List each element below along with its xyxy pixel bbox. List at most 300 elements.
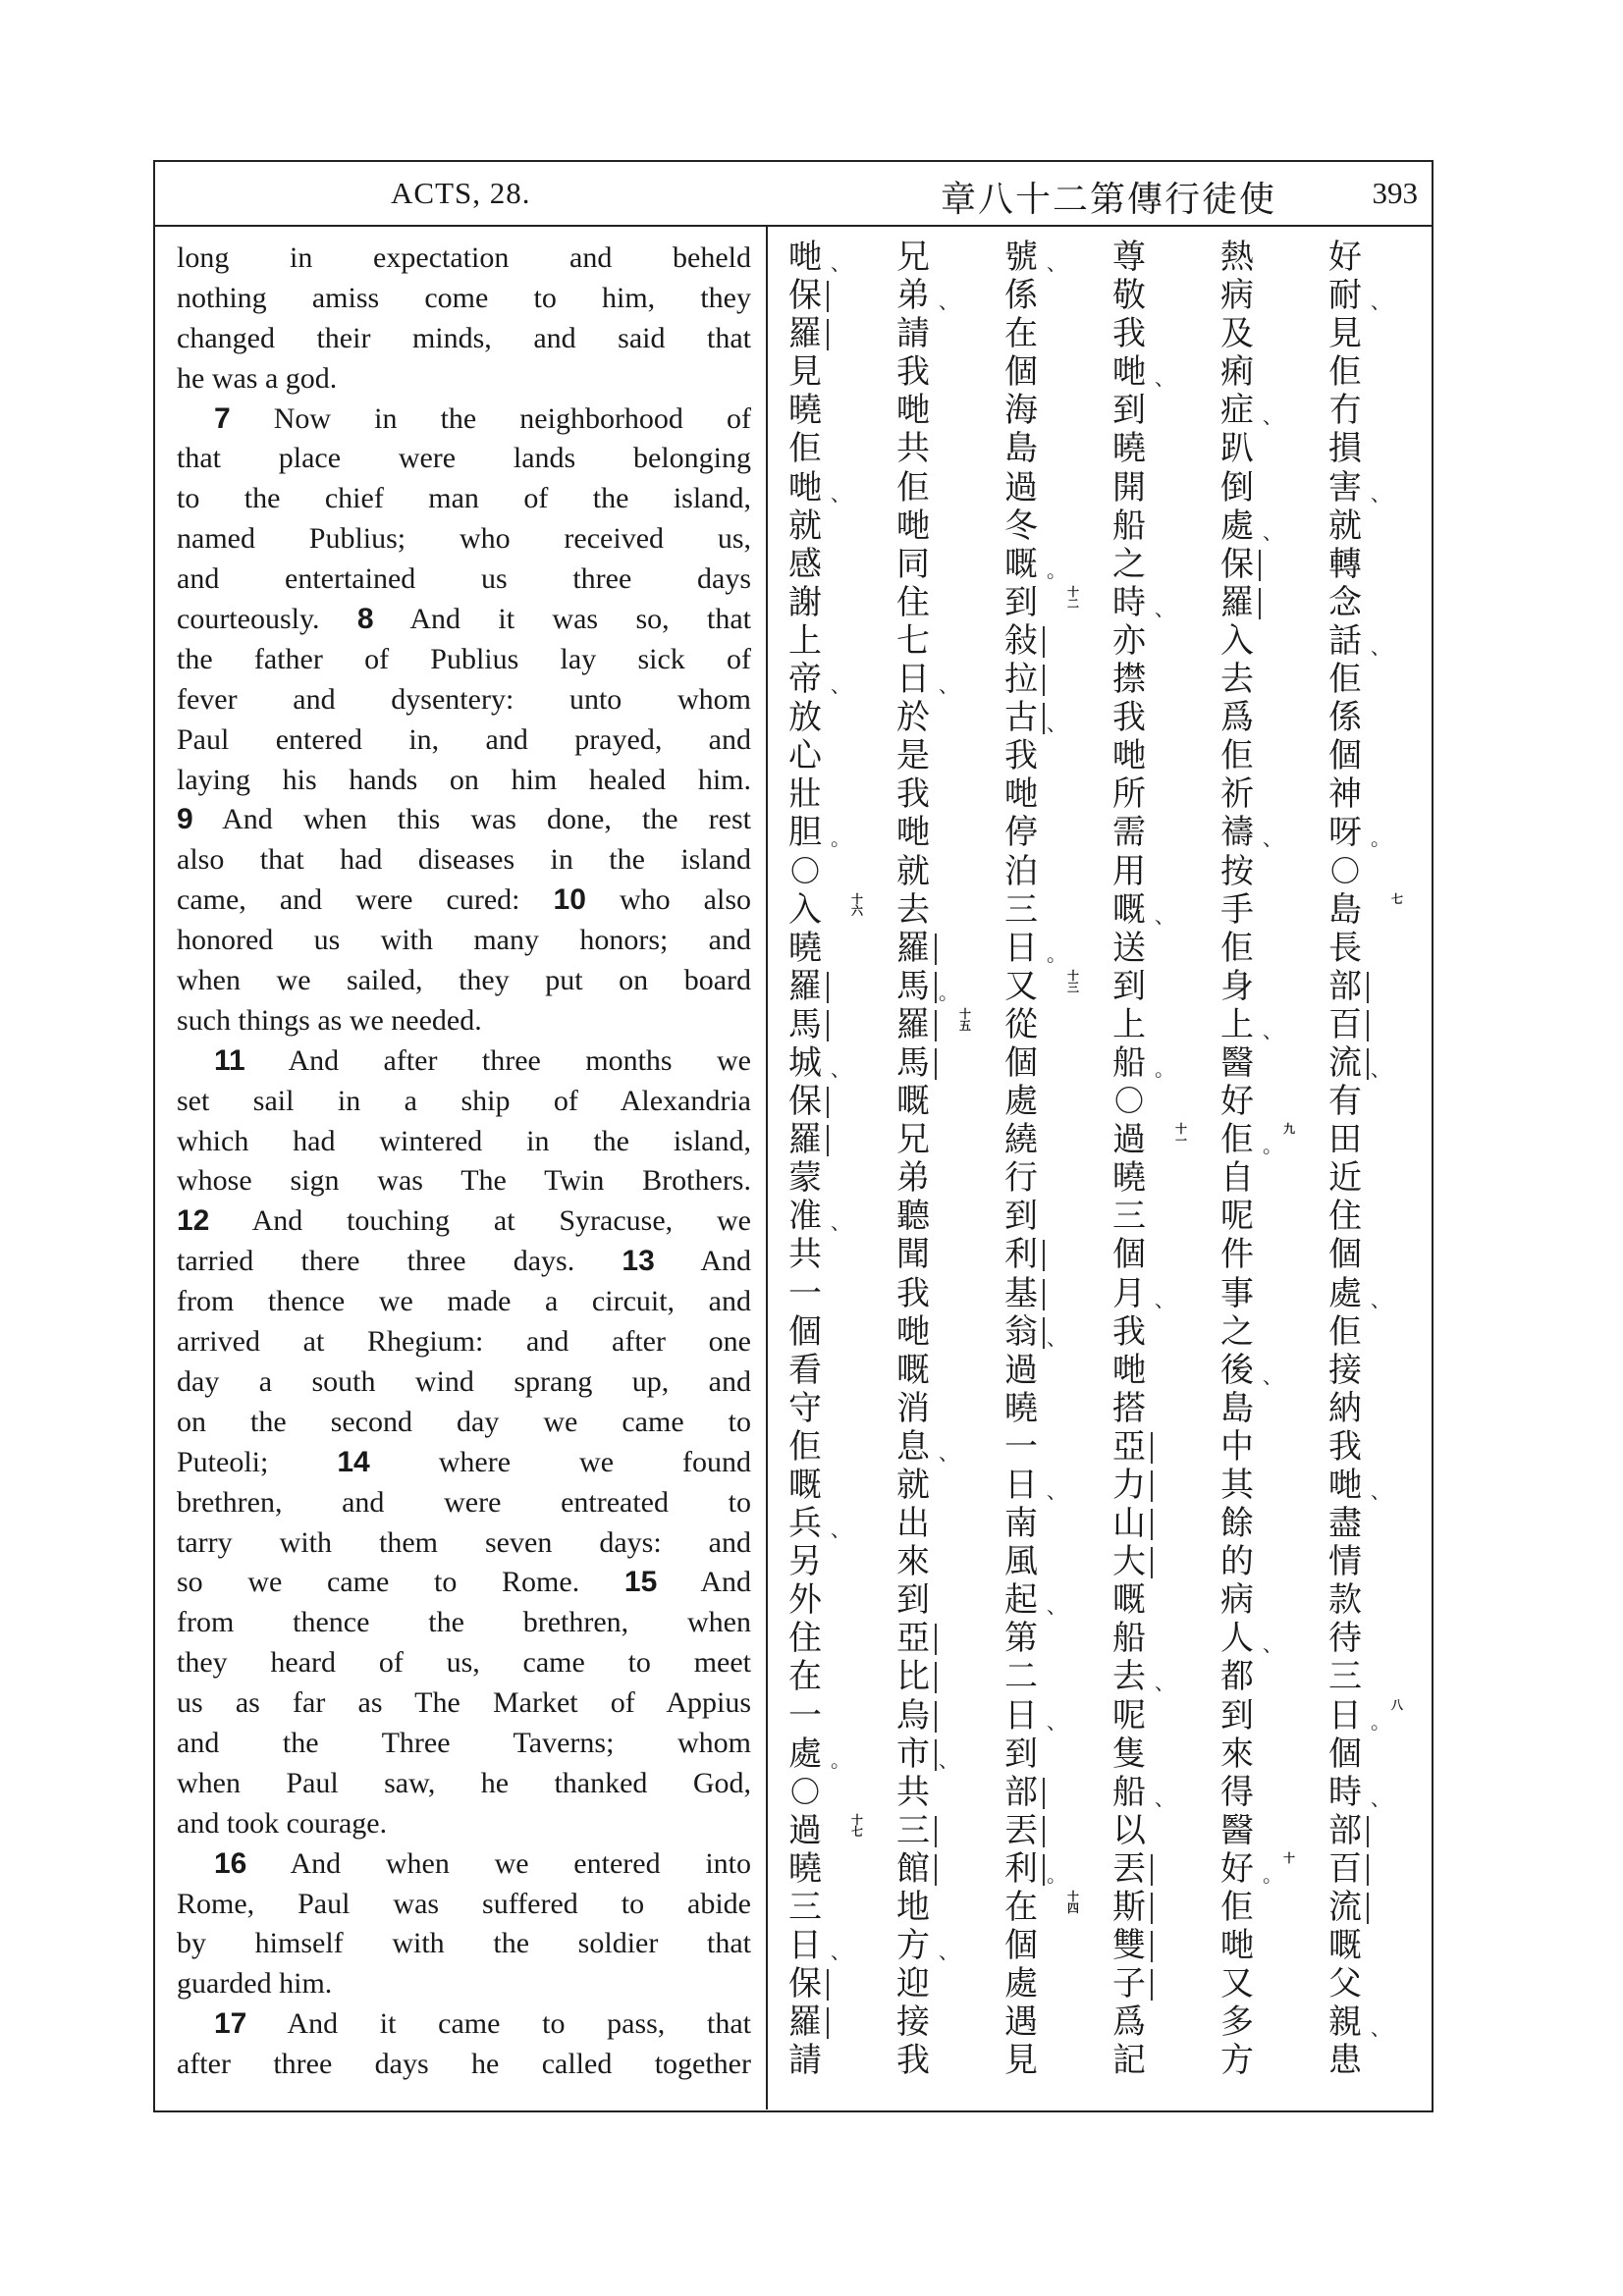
character-glyph: 接 <box>1328 1350 1362 1390</box>
chinese-character <box>1217 1965 1316 2003</box>
chinese-character <box>893 546 992 584</box>
chinese-character <box>893 1313 992 1352</box>
character-glyph: 羅 <box>788 314 822 354</box>
chinese-character <box>1109 1658 1208 1696</box>
character-glyph: 三 <box>788 1888 822 1928</box>
chinese-character <box>1001 1390 1100 1428</box>
line-text: fever and dysentery: unto whom <box>177 682 751 716</box>
character-glyph: 入 <box>1220 620 1254 661</box>
punctuation-mark: 、 <box>939 290 958 314</box>
chinese-character <box>1325 661 1424 699</box>
character-glyph: 過 <box>1004 1350 1038 1390</box>
english-line <box>177 1804 751 1844</box>
english-line <box>177 1001 751 1041</box>
chinese-character <box>893 1083 992 1121</box>
line-text: And it came to pass, that <box>287 2007 751 2041</box>
character-glyph: 隻 <box>1112 1734 1146 1774</box>
character-glyph: 〇 <box>790 1775 820 1810</box>
character-glyph: 就 <box>896 851 930 891</box>
verse-number: 9 <box>177 803 193 836</box>
english-line <box>177 2045 751 2085</box>
chinese-character <box>785 1159 884 1198</box>
character-glyph: 遇 <box>1004 2002 1038 2043</box>
character-glyph: 住 <box>896 582 930 622</box>
character-glyph: 的 <box>1220 1542 1254 1582</box>
chinese-character <box>1325 1159 1424 1198</box>
character-glyph: 島 <box>1220 1388 1254 1428</box>
line-text: And when this was done, the rest <box>222 803 751 836</box>
character-glyph: 哋 <box>896 1311 930 1352</box>
line-text: us as far as The Market of Appius <box>177 1686 751 1720</box>
proper-name-mark <box>827 2007 829 2039</box>
punctuation-mark: 、 <box>939 1940 958 1964</box>
line-text: and entertained us three days <box>177 562 751 596</box>
english-line <box>177 1683 751 1724</box>
character-glyph: 亦 <box>1112 620 1146 661</box>
character-glyph: 號 <box>1004 238 1038 277</box>
chinese-character <box>1325 507 1424 546</box>
character-glyph: 待 <box>1328 1619 1362 1659</box>
chinese-character <box>893 1850 992 1889</box>
chinese-character <box>785 622 884 661</box>
line-text: Now in the neighborhood of <box>273 401 751 435</box>
chinese-character <box>1109 392 1208 430</box>
punctuation-mark: 、 <box>1155 903 1174 928</box>
line-text: such things as we needed. <box>177 1003 482 1037</box>
character-glyph: 盡 <box>1328 1504 1362 1544</box>
character-glyph: 嘅 <box>896 1350 930 1390</box>
proper-name-mark <box>1151 1893 1153 1924</box>
chinese-character <box>1001 1467 1100 1505</box>
character-glyph: 弟 <box>896 1158 930 1199</box>
character-glyph: 時 <box>1112 582 1146 622</box>
line-text: when we sailed, they put on board <box>177 964 751 997</box>
chinese-character <box>1109 775 1208 814</box>
character-glyph: 百 <box>1328 1848 1362 1889</box>
chinese-character <box>1325 968 1424 1006</box>
chinese-character <box>1325 430 1424 468</box>
character-glyph: 去 <box>896 889 930 930</box>
line-text: Paul entered in, and prayed, and <box>177 722 751 756</box>
punctuation-mark: 、 <box>1155 1786 1174 1810</box>
line-text: came, and were cured: <box>177 883 520 917</box>
punctuation-mark: 、 <box>831 1940 850 1964</box>
chinese-character <box>1325 1965 1424 2003</box>
chinese-character <box>1001 1735 1100 1774</box>
character-glyph: 就 <box>788 506 822 546</box>
chinese-character <box>1217 891 1316 930</box>
character-glyph: 七 <box>896 620 930 661</box>
chinese-character <box>1325 891 1424 930</box>
character-glyph: 起 <box>1004 1580 1038 1621</box>
chinese-character <box>893 930 992 968</box>
character-glyph: 日 <box>1004 928 1038 968</box>
chinese-character <box>1109 2003 1208 2042</box>
line-text: the father of Publius lay sick of <box>177 642 751 675</box>
character-glyph: 丟 <box>1112 1848 1146 1889</box>
character-glyph: 入 <box>788 889 822 930</box>
proper-name-mark <box>1259 588 1261 619</box>
proper-name-mark <box>1367 972 1369 1003</box>
character-glyph: 上 <box>1112 1004 1146 1044</box>
chinese-character <box>1325 2003 1424 2042</box>
chinese-character <box>785 430 884 468</box>
character-glyph: 弟 <box>896 276 930 316</box>
chinese-character <box>1325 584 1424 622</box>
chinese-character <box>893 469 992 507</box>
line-text: laying his hands on him healed him. <box>177 763 751 796</box>
chinese-character <box>893 1658 992 1696</box>
character-glyph: 㩒 <box>1112 660 1146 700</box>
chinese-character <box>1001 1198 1100 1236</box>
character-glyph: 在 <box>1004 1888 1038 1928</box>
character-glyph: 其 <box>1220 1466 1254 1505</box>
line-text: And when we entered into <box>290 1846 751 1880</box>
chinese-character <box>893 1735 992 1774</box>
character-glyph: 聞 <box>896 1235 930 1275</box>
chinese-verse-number: 十 <box>1282 1850 1295 1865</box>
character-glyph: 第 <box>1004 1619 1038 1659</box>
chinese-character <box>785 277 884 315</box>
chinese-character <box>785 661 884 699</box>
character-glyph: 佢 <box>1220 1888 1254 1928</box>
english-line <box>177 479 751 519</box>
character-glyph: 到 <box>1220 1695 1254 1735</box>
character-glyph: 佢 <box>1328 660 1362 700</box>
chinese-running-title: 章八十二第傳行徒使 <box>941 180 1277 220</box>
english-line <box>177 640 751 680</box>
chinese-character <box>1217 814 1316 852</box>
chinese-character <box>1217 1467 1316 1505</box>
character-glyph: 來 <box>1220 1734 1254 1774</box>
character-glyph: 尊 <box>1112 238 1146 277</box>
character-glyph: 田 <box>1328 1120 1362 1160</box>
character-glyph: 利 <box>1004 1848 1038 1889</box>
character-glyph: 哋 <box>1328 1466 1362 1505</box>
punctuation-mark: 、 <box>1263 1632 1282 1657</box>
chinese-character <box>1217 1505 1316 1543</box>
chinese-character <box>893 1812 992 1850</box>
chinese-character <box>1217 1236 1316 1274</box>
character-glyph: 斯 <box>1112 1888 1146 1928</box>
line-text: tarried there three days. <box>177 1245 575 1278</box>
character-glyph: 停 <box>1004 813 1038 853</box>
chinese-character <box>893 1236 992 1274</box>
character-glyph: 見 <box>788 352 822 393</box>
chinese-character <box>893 814 992 852</box>
running-header <box>155 162 1432 227</box>
chinese-character <box>1217 469 1316 507</box>
chinese-character <box>1217 1352 1316 1390</box>
chinese-character <box>1325 1121 1424 1159</box>
character-glyph: 父 <box>1328 1964 1362 2004</box>
chinese-character <box>785 239 884 277</box>
character-glyph: 佢 <box>1220 736 1254 776</box>
chinese-character <box>1109 353 1208 392</box>
chinese-character <box>1217 1543 1316 1581</box>
proper-name-mark <box>827 1969 829 2001</box>
character-glyph: 自 <box>1220 1158 1254 1199</box>
chinese-character <box>893 1965 992 2003</box>
character-glyph: 佢 <box>1328 1311 1362 1352</box>
character-glyph: 百 <box>1328 1004 1362 1044</box>
chinese-character <box>1109 584 1208 622</box>
punctuation-mark: 、 <box>1047 251 1066 275</box>
chinese-character <box>893 775 992 814</box>
character-glyph: 好 <box>1220 1082 1254 1122</box>
character-glyph: 謝 <box>788 582 822 622</box>
character-glyph: 佢 <box>896 467 930 507</box>
chinese-character <box>1109 430 1208 468</box>
character-glyph: 個 <box>1004 352 1038 393</box>
chinese-character <box>893 622 992 661</box>
chinese-character <box>1001 1236 1100 1274</box>
character-glyph: 船 <box>1112 1619 1146 1659</box>
punctuation-mark: 、 <box>1371 1287 1390 1311</box>
character-glyph: 哋 <box>1112 736 1146 776</box>
english-line <box>177 1523 751 1564</box>
proper-name-mark <box>935 1701 937 1733</box>
chinese-character <box>1217 737 1316 775</box>
chinese-character <box>893 1697 992 1735</box>
chinese-character <box>1001 891 1100 930</box>
character-glyph: 搭 <box>1112 1388 1146 1428</box>
chinese-character <box>1217 1889 1316 1927</box>
character-glyph: 呀 <box>1328 813 1362 853</box>
chinese-character <box>1001 507 1100 546</box>
chinese-character <box>785 1390 884 1428</box>
chinese-character <box>1217 930 1316 968</box>
chinese-character <box>1001 1581 1100 1620</box>
proper-name-mark <box>1367 1854 1369 1886</box>
character-glyph: 趴 <box>1220 429 1254 469</box>
punctuation-mark: 、 <box>1263 1018 1282 1042</box>
line-text: tarry with them seven days: and <box>177 1525 751 1559</box>
chinese-character <box>893 1467 992 1505</box>
chinese-character <box>893 1889 992 1927</box>
chinese-character <box>785 1505 884 1543</box>
english-line <box>177 800 751 840</box>
character-glyph: 佢 <box>788 1426 822 1467</box>
chinese-character <box>893 1121 992 1159</box>
english-line <box>177 1161 751 1201</box>
english-line <box>177 439 751 479</box>
character-glyph: 羅 <box>788 2002 822 2043</box>
chinese-character <box>785 1083 884 1121</box>
character-glyph: 市 <box>896 1734 930 1774</box>
proper-name-mark <box>827 281 829 312</box>
character-glyph: 嘅 <box>1112 1580 1146 1621</box>
character-glyph: 一 <box>788 1273 822 1313</box>
chinese-character <box>1217 1044 1316 1083</box>
chinese-character <box>1001 775 1100 814</box>
character-glyph: 〇 <box>1114 1085 1144 1120</box>
punctuation-mark: 。 <box>1371 1709 1390 1734</box>
english-line <box>177 1443 751 1483</box>
chinese-character <box>1001 1313 1100 1352</box>
character-glyph: 個 <box>1112 1235 1146 1275</box>
character-glyph: 患 <box>1328 2041 1362 2081</box>
line-text: they heard of us, came to meet <box>177 1646 751 1680</box>
chinese-character <box>785 737 884 775</box>
chinese-column <box>893 239 992 2081</box>
punctuation-mark: 、 <box>1371 2016 1390 2041</box>
character-glyph: 哋 <box>788 467 822 507</box>
character-glyph: 冇 <box>1328 391 1362 431</box>
english-line <box>177 1282 751 1322</box>
chinese-character <box>785 2003 884 2042</box>
proper-name-mark <box>935 1624 937 1655</box>
chinese-character <box>1109 277 1208 315</box>
chinese-character <box>785 1965 884 2003</box>
chinese-character <box>893 968 992 1006</box>
chinese-character <box>785 353 884 392</box>
punctuation-mark: 、 <box>1371 290 1390 314</box>
chinese-column <box>1217 239 1316 2081</box>
character-glyph: 共 <box>788 1235 822 1275</box>
english-line <box>177 239 751 279</box>
character-glyph: 禱 <box>1220 813 1254 853</box>
english-line <box>177 1924 751 1964</box>
character-glyph: 敬 <box>1112 276 1146 316</box>
chinese-character <box>1109 622 1208 661</box>
character-glyph: 曉 <box>788 391 822 431</box>
chinese-character <box>893 430 992 468</box>
english-line <box>177 840 751 881</box>
chinese-verse-number: 十五 <box>958 1006 971 1033</box>
character-glyph: 保 <box>788 1082 822 1122</box>
chinese-character <box>893 315 992 353</box>
chinese-character <box>1217 353 1316 392</box>
character-glyph: 過 <box>1004 467 1038 507</box>
chinese-character <box>1217 1313 1316 1352</box>
chinese-character <box>1325 1927 1424 1965</box>
chinese-character <box>1325 814 1424 852</box>
punctuation-mark: 、 <box>1371 1056 1390 1081</box>
chinese-character <box>893 1198 992 1236</box>
chinese-character <box>1001 1006 1100 1044</box>
chinese-character <box>1217 430 1316 468</box>
chinese-character <box>785 546 884 584</box>
chinese-character <box>1109 1006 1208 1044</box>
character-glyph: 耐 <box>1328 276 1362 316</box>
chinese-character <box>1001 1044 1100 1083</box>
chinese-character <box>785 1774 884 1812</box>
character-glyph: 個 <box>1328 1734 1362 1774</box>
character-glyph: 我 <box>1112 314 1146 354</box>
character-glyph: 佢 <box>1328 352 1362 393</box>
chinese-character <box>1217 1927 1316 1965</box>
proper-name-mark <box>1367 1010 1369 1041</box>
chinese-character <box>1325 1850 1424 1889</box>
proper-name-mark <box>1151 1854 1153 1886</box>
line-text: Rome, Paul was suffered to abide <box>177 1887 751 1920</box>
character-glyph: 看 <box>788 1350 822 1390</box>
chinese-character <box>893 891 992 930</box>
chinese-verse-number: 八 <box>1390 1697 1403 1712</box>
character-glyph: 住 <box>1328 1197 1362 1237</box>
chinese-character <box>1325 469 1424 507</box>
character-glyph: 在 <box>1004 314 1038 354</box>
character-glyph: 〇 <box>1330 854 1360 889</box>
character-glyph: 我 <box>896 1273 930 1313</box>
proper-name-mark <box>1043 1279 1045 1310</box>
chinese-character <box>1001 2003 1100 2042</box>
chinese-character <box>785 1236 884 1274</box>
chinese-character <box>893 353 992 392</box>
line-text: he was a god. <box>177 361 338 395</box>
character-glyph: 哋 <box>1004 774 1038 815</box>
english-line <box>177 680 751 721</box>
line-text: to the chief man of the island, <box>177 482 751 515</box>
chinese-character <box>785 1428 884 1467</box>
character-glyph: 島 <box>1004 429 1038 469</box>
english-line <box>177 921 751 961</box>
character-glyph: 多 <box>1220 2002 1254 2043</box>
line-text: courteously. <box>177 603 320 636</box>
chinese-character <box>1217 853 1316 891</box>
character-glyph: 身 <box>1220 966 1254 1006</box>
chinese-character <box>1217 1581 1316 1620</box>
proper-name-mark <box>1043 1854 1045 1886</box>
chinese-character <box>1001 1275 1100 1313</box>
chinese-character <box>1109 891 1208 930</box>
chinese-character <box>1109 814 1208 852</box>
english-line <box>177 359 751 400</box>
character-glyph: 月 <box>1112 1273 1146 1313</box>
chinese-character <box>893 1581 992 1620</box>
chinese-character <box>785 315 884 353</box>
chinese-character <box>1001 814 1100 852</box>
chinese-character <box>1001 1889 1100 1927</box>
english-line <box>177 1122 751 1162</box>
character-glyph: 嘅 <box>1112 889 1146 930</box>
character-glyph: 按 <box>1220 851 1254 891</box>
chinese-character <box>1325 699 1424 737</box>
character-glyph: 好 <box>1220 1848 1254 1889</box>
verse-number: 15 <box>623 1566 658 1599</box>
chinese-character <box>1217 1390 1316 1428</box>
chinese-character <box>1109 1390 1208 1428</box>
chinese-character <box>1325 315 1424 353</box>
character-glyph: 三 <box>1328 1657 1362 1697</box>
chinese-character <box>1325 1006 1424 1044</box>
chinese-character <box>1325 353 1424 392</box>
chinese-character <box>1217 1006 1316 1044</box>
character-glyph: 好 <box>1328 238 1362 277</box>
chinese-character <box>1001 1658 1100 1696</box>
character-glyph: 哋 <box>1112 352 1146 393</box>
chinese-character <box>1001 661 1100 699</box>
proper-name-mark <box>827 1087 829 1118</box>
proper-name-mark <box>1367 1816 1369 1847</box>
chinese-character <box>1109 1889 1208 1927</box>
character-glyph: 烏 <box>896 1695 930 1735</box>
chinese-text-columns <box>768 231 1434 2110</box>
chinese-character <box>785 1467 884 1505</box>
line-text: from thence the brethren, when <box>177 1606 751 1639</box>
character-glyph: 過 <box>788 1810 822 1850</box>
english-line <box>177 319 751 359</box>
character-glyph: 醫 <box>1220 1042 1254 1083</box>
character-glyph: 部 <box>1328 1810 1362 1850</box>
character-glyph: 我 <box>896 2041 930 2081</box>
chinese-character <box>1109 546 1208 584</box>
character-glyph: 曉 <box>1004 1388 1038 1428</box>
character-glyph: 曉 <box>1112 429 1146 469</box>
proper-name-mark <box>1151 1931 1153 1962</box>
chinese-character <box>1217 239 1316 277</box>
